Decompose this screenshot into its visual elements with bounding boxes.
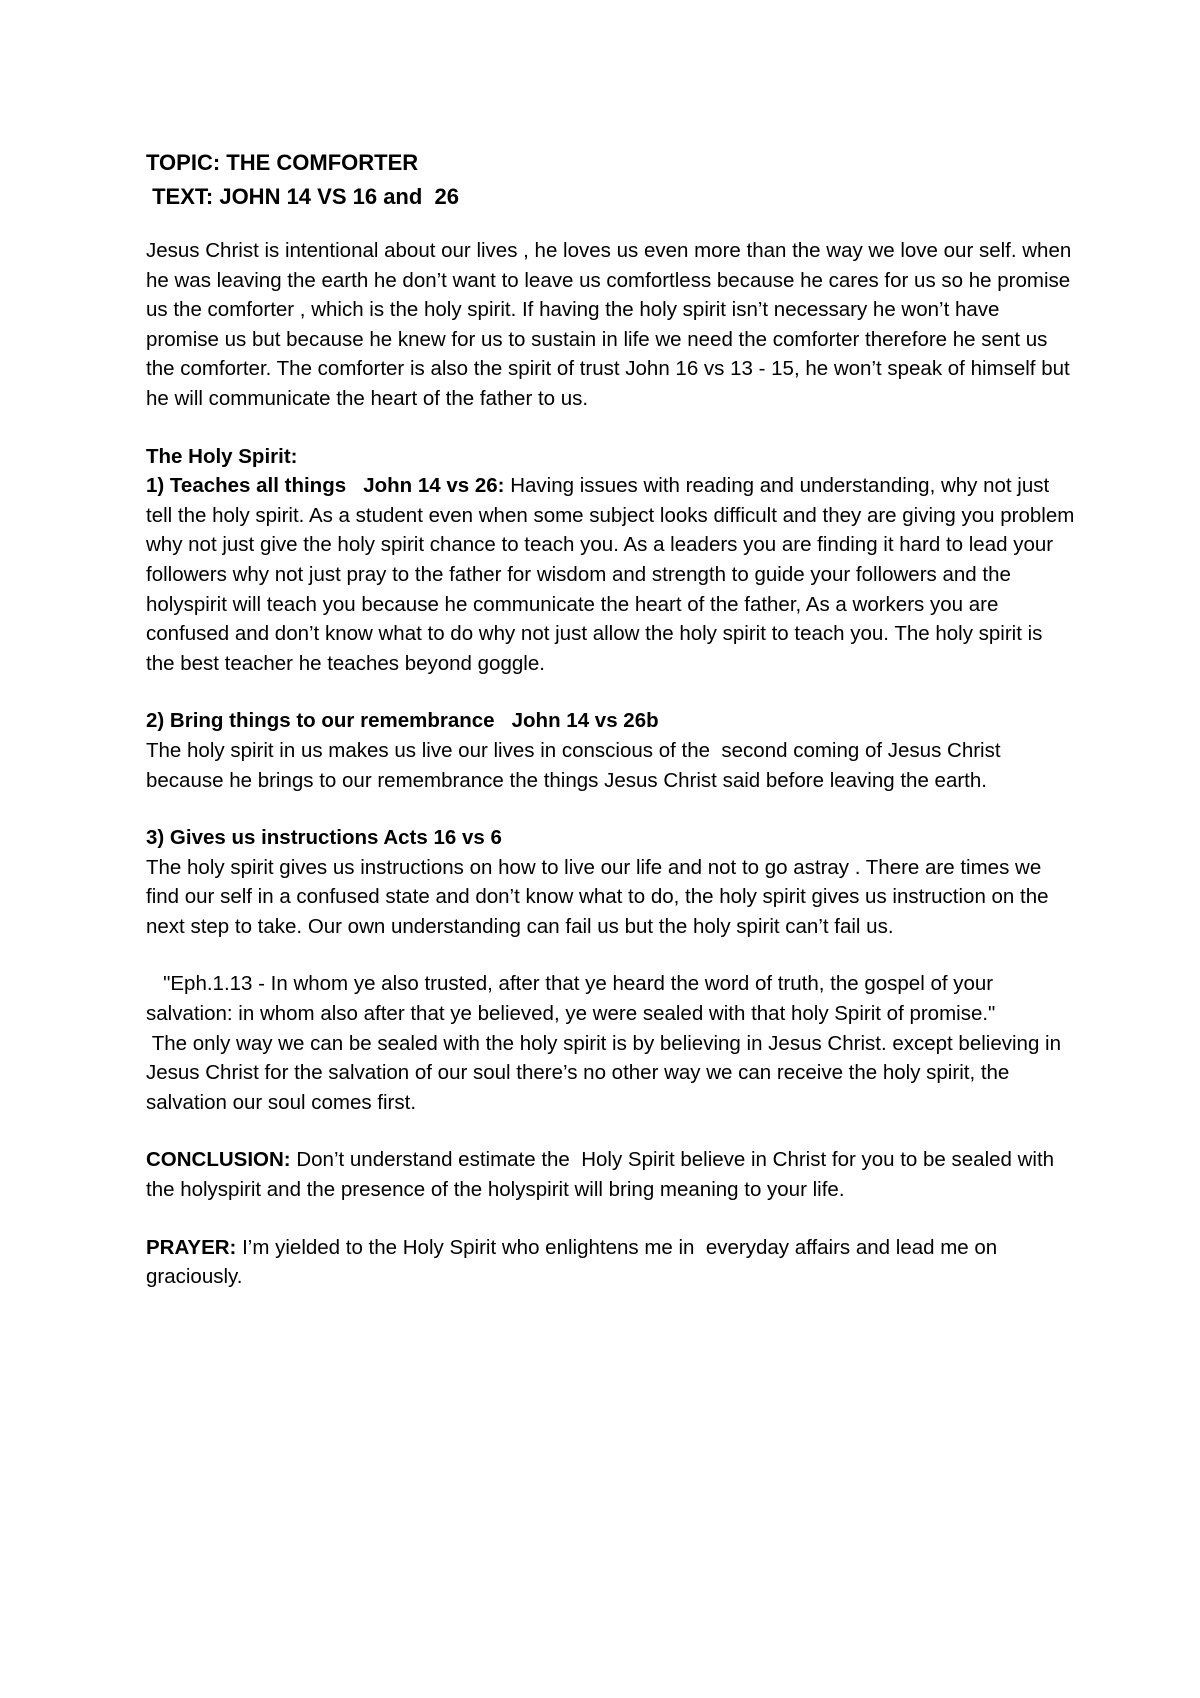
point-1-body: Having issues with reading and understanding, why not just tell the holy spirit. As a student even when some subject looks difficult and they are giving you problem why not just give the holy spirit chance to teach you. As a leaders you are finding it hard to lead your followers why not just pray to the father for wisdom and strength to guide your followers and the holyspirit will teach you because he communicate the heart of the father, As a workers you are confused and don’t know what to do why not just allow the holy spirit to teach you. The holy spirit is the best teacher he teaches beyond goggle.: [146, 474, 1081, 675]
point-2-body: The holy spirit in us makes us live our lives in conscious of the second coming of Jesus Christ because he brings to our remembrance the things Jesus Christ said before leaving the earth.: [146, 738, 1007, 792]
document-header: [146, 146, 1076, 214]
point-1-label: 1) Teaches all things John 14 vs 26:: [146, 474, 505, 498]
holy-spirit-heading: The Holy Spirit:: [146, 444, 298, 468]
point-3-body: The holy spirit gives us instructions on how to live our life and not to go astray . There are times we find our self in a confused state and don’t know what to do, the holy spirit gives us instruction on the next step to take. Our own understanding can fail us but the holy spirit can’t fail us.: [146, 855, 1049, 938]
point-3-heading: 3) Gives us instructions Acts 16 vs 6: [146, 826, 502, 850]
scripture-quote: "Eph.1.13 - In whom ye also trusted, after that ye heard the word of truth, the gospel of your salvation: in whom also after that ye believed, ye were sealed with that holy Spirit of promise.": [146, 972, 999, 1026]
topic-title: TOPIC: THE COMFORTER: [146, 150, 419, 175]
quote-followup: The only way we can be sealed with the holy spirit is by believing in Jesus Christ. except believing in Jesus Christ for the salvation of our soul there’s no other way we can receive the holy spirit, the salvation our soul comes first.: [146, 1031, 1067, 1114]
conclusion-body: Don’t understand estimate the Holy Spirit believe in Christ for you to be sealed with the holyspirit and the presence of the holyspirit will bring meaning to your life.: [146, 1148, 1060, 1202]
section-holy-spirit-teaches: [146, 442, 1081, 679]
prayer-body: I’m yielded to the Holy Spirit who enlightens me in everyday affairs and lead me on graciously.: [146, 1235, 1003, 1289]
conclusion-paragraph: [146, 1145, 1076, 1204]
prayer-paragraph: [146, 1233, 1076, 1292]
scripture-quote-block: [146, 969, 1076, 1117]
conclusion-label: CONCLUSION:: [146, 1148, 291, 1172]
intro-paragraph: Jesus Christ is intentional about our lives , he loves us even more than the way we love our self. when he was leaving the earth he don’t want to leave us comfortless because he cares for us so he promise us the comforter , which is the holy spirit. If having the holy spirit isn’t necessary he won’t have promise us but because he knew for us to sustain in life we need the comforter therefore he sent us the comforter. The comforter is also the spirit of trust John 16 vs 13 - 15, he won’t speak of himself but he will communicate the heart of the father to us.: [146, 239, 1072, 410]
section-instructions: [146, 823, 1076, 941]
section-remembrance: [146, 706, 1076, 795]
prayer-label: PRAYER:: [146, 1235, 237, 1259]
point-2-heading: 2) Bring things to our remembrance John 14 vs 26b: [146, 709, 659, 733]
text-reference: TEXT: JOHN 14 VS 16 and 26: [146, 184, 460, 209]
document-page: [146, 146, 1081, 1320]
